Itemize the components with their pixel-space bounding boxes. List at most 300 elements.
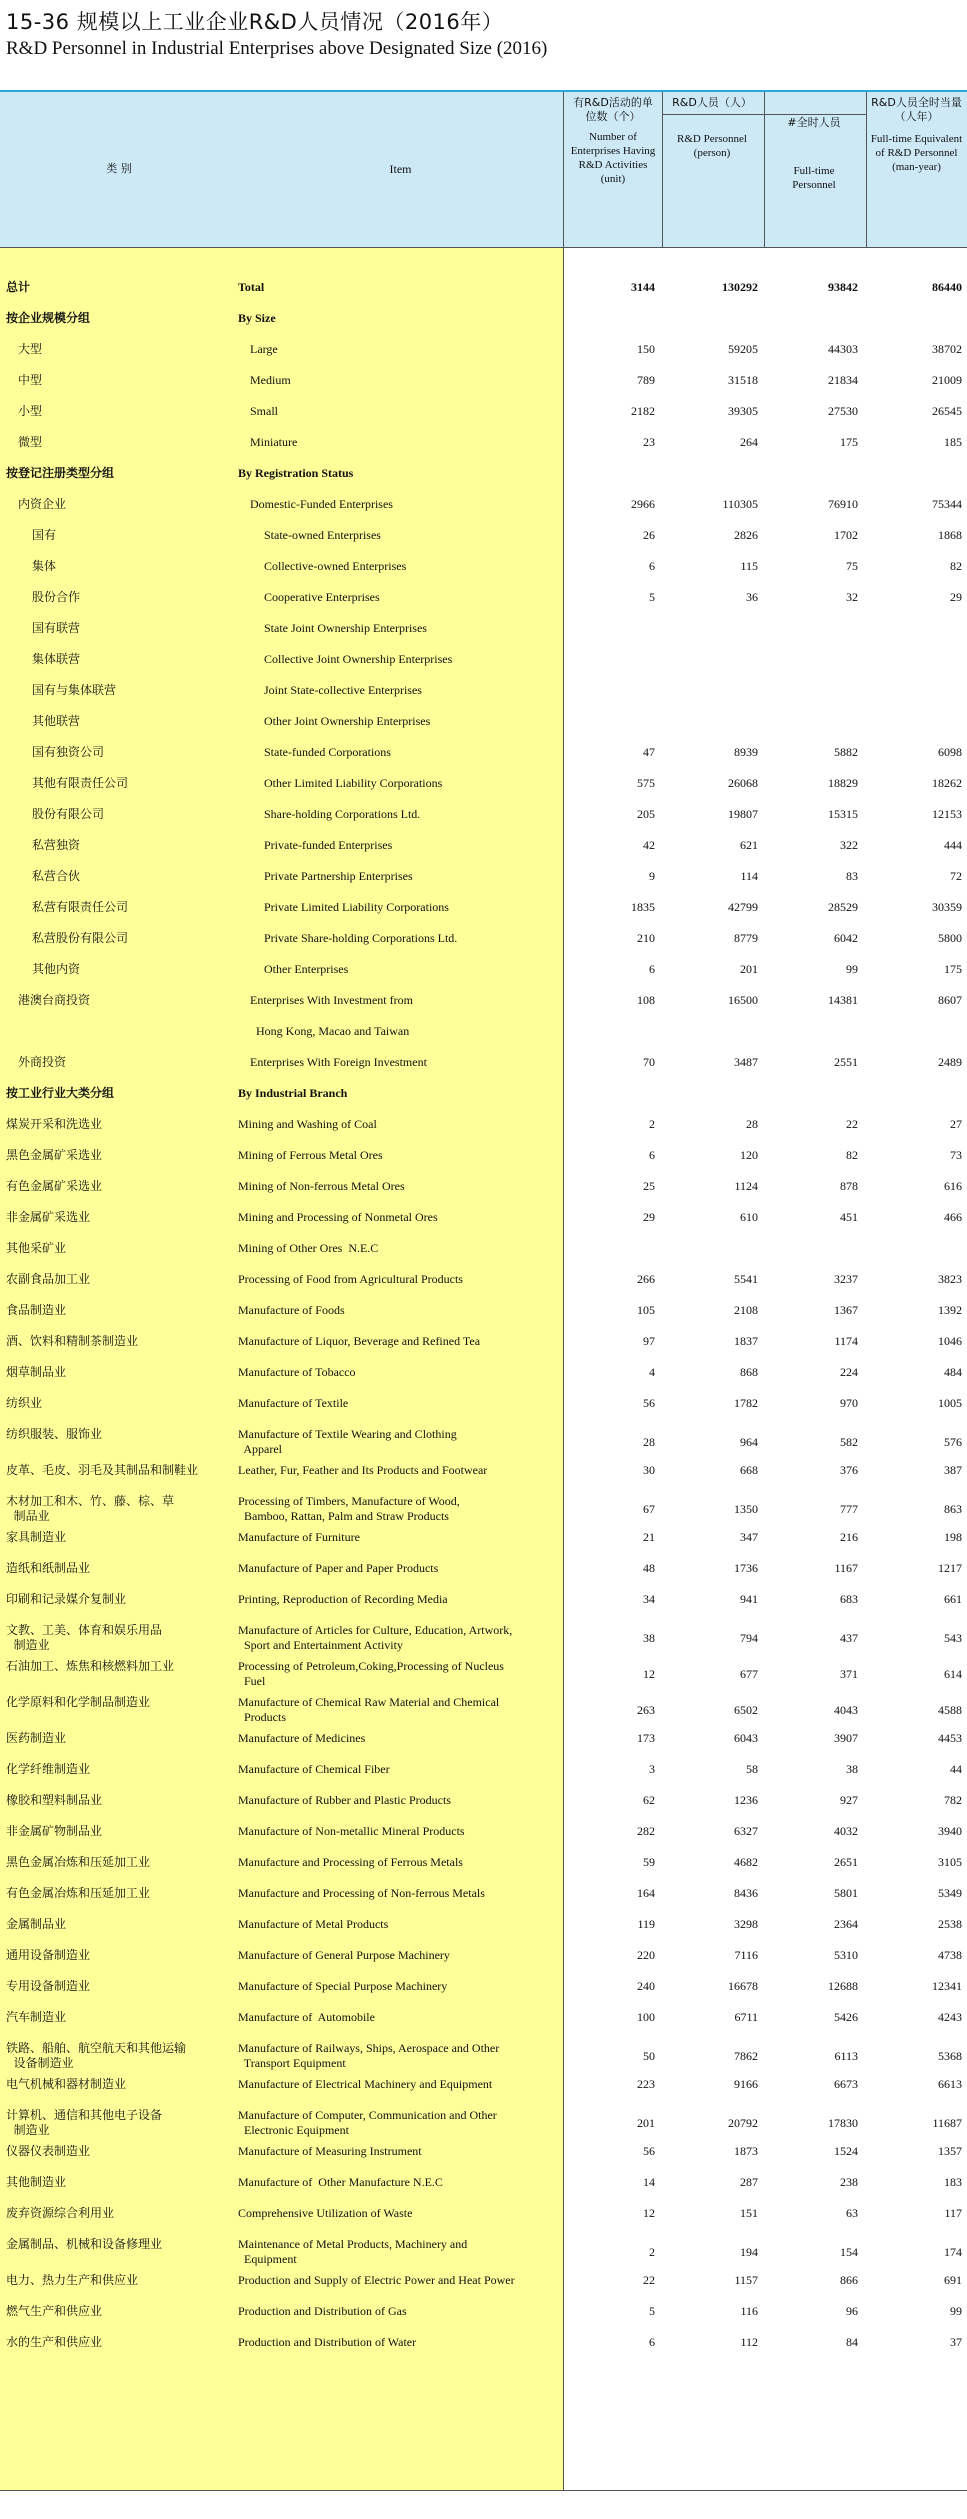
- row-label-en: Enterprises With Foreign Investment: [250, 1055, 427, 1069]
- row-value-col3: 4043: [834, 1703, 858, 1717]
- row-value-col1: 201: [637, 2116, 655, 2130]
- row-value-col3: 6042: [834, 931, 858, 945]
- row-label-cn: 小型: [18, 404, 43, 418]
- row-value-col4: 44: [950, 1762, 962, 1776]
- table-row: [0, 776, 967, 807]
- row-label-cn: 水的生产和供应业: [6, 2335, 103, 2349]
- row-label-en: Manufacture of Medicines: [238, 1731, 366, 1745]
- row-label-en: By Industrial Branch: [238, 1086, 348, 1100]
- row-label-en: Manufacture of Automobile: [238, 2010, 375, 2024]
- table-row: [0, 1824, 967, 1855]
- row-value-col4: 3823: [938, 1272, 962, 1286]
- row-label-en: Hong Kong, Macao and Taiwan: [256, 1024, 410, 1038]
- row-value-col4: 2538: [938, 1917, 962, 1931]
- row-value-col3: 2551: [834, 1055, 858, 1069]
- row-label-cn: 有色金属矿采选业: [6, 1179, 103, 1193]
- row-value-col2: 668: [740, 1463, 758, 1477]
- row-label-en: Manufacture and Processing of Non-ferrous Metals: [238, 1886, 485, 1900]
- table-row: [0, 962, 967, 993]
- row-label-cn: 计算机、通信和其他电子设备 制造业: [6, 2108, 163, 2137]
- row-label-cn: 仪器仪表制造业: [6, 2144, 91, 2158]
- row-value-col1: 26: [643, 528, 655, 542]
- row-value-col3: 4032: [834, 1824, 858, 1838]
- row-label-cn: 农副食品加工业: [6, 1272, 91, 1286]
- row-value-col3: 2651: [834, 1855, 858, 1869]
- row-value-col1: 23: [643, 435, 655, 449]
- table-row: [0, 311, 967, 342]
- row-value-col2: 1157: [734, 2273, 758, 2287]
- table-row: [0, 1210, 967, 1241]
- bottom-rule: [0, 2490, 967, 2491]
- row-value-col1: 48: [643, 1561, 655, 1575]
- row-value-col1: 29: [643, 1210, 655, 1224]
- row-value-col1: 47: [643, 745, 655, 759]
- row-value-col1: 42: [643, 838, 655, 852]
- row-value-col4: 691: [944, 2273, 962, 2287]
- table-row: [0, 1055, 967, 1086]
- row-label-cn: 非金属矿采选业: [6, 1210, 91, 1224]
- row-value-col3: 93842: [828, 280, 858, 294]
- row-value-col1: 173: [637, 1731, 655, 1745]
- row-value-col3: 376: [840, 1463, 858, 1477]
- row-value-col4: 387: [944, 1463, 962, 1477]
- row-label-en: Collective Joint Ownership Enterprises: [264, 652, 453, 666]
- row-value-col2: 6327: [734, 1824, 758, 1838]
- row-value-col3: 1174: [834, 1334, 858, 1348]
- row-label-en: Manufacture of Chemical Raw Material and Chemical Products: [238, 1695, 500, 1724]
- row-value-col4: 185: [944, 435, 962, 449]
- row-label-en: Medium: [250, 373, 291, 387]
- table-row: [0, 373, 967, 404]
- title-block: [0, 0, 967, 90]
- row-value-col4: 1357: [938, 2144, 962, 2158]
- row-value-col4: 4243: [938, 2010, 962, 2024]
- row-value-col4: 4738: [938, 1948, 962, 1962]
- row-value-col2: 7116: [734, 1948, 758, 1962]
- row-label-en: Manufacture of Furniture: [238, 1530, 360, 1544]
- row-value-col2: 2108: [734, 1303, 758, 1317]
- row-value-col1: 1835: [631, 900, 655, 914]
- row-value-col3: 5882: [834, 745, 858, 759]
- row-label-cn: 私营有限责任公司: [32, 900, 129, 914]
- row-label-en: State-owned Enterprises: [264, 528, 381, 542]
- row-label-cn: 纺织服装、服饰业: [6, 1427, 103, 1441]
- row-value-col3: 21834: [828, 373, 858, 387]
- row-label-cn: 文教、工美、体育和娱乐用品 制造业: [6, 1623, 163, 1652]
- row-value-col1: 6: [649, 559, 655, 573]
- row-value-col1: 3: [649, 1762, 655, 1776]
- row-value-col2: 112: [740, 2335, 758, 2349]
- row-label-en: Cooperative Enterprises: [264, 590, 380, 604]
- row-value-col4: 5800: [938, 931, 962, 945]
- row-value-col4: 6613: [938, 2077, 962, 2091]
- row-value-col3: 99: [846, 962, 858, 976]
- row-value-col3: 437: [840, 1631, 858, 1645]
- header-col2: R&D人员（人） R&D Personnel (person): [672, 96, 752, 159]
- row-value-col1: 6: [649, 2335, 655, 2349]
- row-label-en: Processing of Petroleum,Coking,Processing of Nucleus Fuel: [238, 1659, 504, 1688]
- row-value-col3: 1367: [834, 1303, 858, 1317]
- row-value-col4: 5349: [938, 1886, 962, 1900]
- header-category: 类 别: [106, 162, 132, 175]
- table-row: [0, 497, 967, 528]
- row-label-en: Share-holding Corporations Ltd.: [264, 807, 421, 821]
- row-label-cn: 国有与集体联营: [32, 683, 117, 697]
- row-value-col4: 174: [944, 2245, 962, 2259]
- row-value-col1: 575: [637, 776, 655, 790]
- row-value-col1: 150: [637, 342, 655, 356]
- header-col4: R&D人员全时当量（人年） Full-time Equivalent of R&D Personnel (man-year): [870, 96, 963, 173]
- row-label-cn: 中型: [18, 373, 43, 387]
- row-value-col1: 5: [649, 590, 655, 604]
- row-label-en: Leather, Fur, Feather and Its Products and Footwear: [238, 1463, 488, 1477]
- row-value-col3: 154: [840, 2245, 858, 2259]
- row-value-col2: 9166: [734, 2077, 758, 2091]
- row-value-col1: 6: [649, 962, 655, 976]
- row-label-en: State Joint Ownership Enterprises: [264, 621, 427, 635]
- row-value-col3: 582: [840, 1435, 858, 1449]
- row-value-col1: 22: [643, 2273, 655, 2287]
- row-label-cn: 外商投资: [18, 1055, 67, 1069]
- row-value-col3: 777: [840, 1502, 858, 1516]
- row-value-col2: 868: [740, 1365, 758, 1379]
- row-label-en: Private Limited Liability Corporations: [264, 900, 449, 914]
- row-value-col4: 82: [950, 559, 962, 573]
- row-value-col3: 96: [846, 2304, 858, 2318]
- row-value-col4: 12341: [932, 1979, 962, 1993]
- row-value-col1: 240: [637, 1979, 655, 1993]
- table-row: [0, 869, 967, 900]
- table-row: [0, 2175, 967, 2206]
- row-value-col2: 115: [740, 559, 758, 573]
- row-label-cn: 燃气生产和供应业: [6, 2304, 103, 2318]
- row-value-col1: 2966: [631, 497, 655, 511]
- row-label-en: Comprehensive Utilization of Waste: [238, 2206, 413, 2220]
- row-label-en: Manufacture of Rubber and Plastic Products: [238, 1793, 451, 1807]
- row-value-col2: 264: [740, 435, 758, 449]
- table-row: [0, 1086, 967, 1117]
- row-label-cn: 电力、热力生产和供应业: [6, 2273, 139, 2287]
- row-label-cn: 通用设备制造业: [6, 1948, 91, 1962]
- row-label-en: Manufacture of General Purpose Machinery: [238, 1948, 450, 1962]
- row-label-cn: 专用设备制造业: [6, 1979, 91, 1993]
- row-label-cn: 家具制造业: [6, 1530, 67, 1544]
- table-row: [0, 2335, 967, 2366]
- table-row: [0, 1979, 967, 2010]
- row-value-col4: 38702: [932, 342, 962, 356]
- row-value-col3: 22: [846, 1117, 858, 1131]
- table-row: [0, 1855, 967, 1886]
- row-value-col3: 82: [846, 1148, 858, 1162]
- row-label-cn: 其他制造业: [6, 2175, 67, 2189]
- row-label-cn: 食品制造业: [6, 1303, 67, 1317]
- row-value-col4: 30359: [932, 900, 962, 914]
- row-value-col3: 224: [840, 1365, 858, 1379]
- row-value-col3: 17830: [828, 2116, 858, 2130]
- row-label-cn: 烟草制品业: [6, 1365, 67, 1379]
- row-value-col2: 58: [746, 1762, 758, 1776]
- row-value-col3: 18829: [828, 776, 858, 790]
- row-label-cn: 医药制造业: [6, 1731, 67, 1745]
- row-value-col3: 63: [846, 2206, 858, 2220]
- row-value-col2: 26068: [728, 776, 758, 790]
- row-value-col4: 1392: [938, 1303, 962, 1317]
- table-row: [0, 342, 967, 373]
- header-col3: #全时人员 Full-time Personnel: [787, 116, 841, 191]
- row-value-col2: 16678: [728, 1979, 758, 1993]
- rule-header-personnel: [662, 114, 866, 115]
- row-value-col4: 26545: [932, 404, 962, 418]
- table-row: [0, 528, 967, 559]
- table-row: [0, 1427, 967, 1463]
- row-value-col1: 2: [649, 2245, 655, 2259]
- table-row: [0, 652, 967, 683]
- row-value-col4: 1005: [938, 1396, 962, 1410]
- row-label-en: Collective-owned Enterprises: [264, 559, 407, 573]
- row-value-col1: 59: [643, 1855, 655, 1869]
- table-row: [0, 993, 967, 1024]
- table-row: [0, 931, 967, 962]
- row-value-col4: 75344: [932, 497, 962, 511]
- row-label-cn: 股份合作: [32, 590, 81, 604]
- table-row: [0, 807, 967, 838]
- table-row: [0, 1494, 967, 1530]
- row-value-col4: 614: [944, 1667, 962, 1681]
- row-value-col3: 371: [840, 1667, 858, 1681]
- row-value-col3: 878: [840, 1179, 858, 1193]
- row-value-col2: 42799: [728, 900, 758, 914]
- row-value-col2: 621: [740, 838, 758, 852]
- row-label-cn: 酒、饮料和精制茶制造业: [6, 1334, 139, 1348]
- row-value-col1: 62: [643, 1793, 655, 1807]
- row-value-col2: 941: [740, 1592, 758, 1606]
- row-value-col3: 15315: [828, 807, 858, 821]
- row-value-col4: 576: [944, 1435, 962, 1449]
- row-label-cn: 印刷和记录媒介复制业: [6, 1592, 127, 1606]
- row-label-en: Maintenance of Metal Products, Machinery and Equipment: [238, 2237, 468, 2266]
- row-label-cn: 废弃资源综合利用业: [6, 2206, 115, 2220]
- row-label-en: Private Share-holding Corporations Ltd.: [264, 931, 458, 945]
- row-label-en: Manufacture of Electrical Machinery and Equipment: [238, 2077, 493, 2091]
- table-row: [0, 1303, 967, 1334]
- row-value-col1: 28: [643, 1435, 655, 1449]
- table-row: [0, 1179, 967, 1210]
- row-value-col4: 27: [950, 1117, 962, 1131]
- row-value-col2: 964: [740, 1435, 758, 1449]
- header-col1: 有R&D活动的单位数（个） Number of Enterprises Having R&D Activities (unit): [570, 96, 656, 185]
- row-label-cn: 国有独资公司: [32, 745, 105, 759]
- row-value-col2: 116: [740, 2304, 758, 2318]
- row-label-cn: 集体: [32, 559, 57, 573]
- row-label-en: Manufacture of Measuring Instrument: [238, 2144, 422, 2158]
- row-label-cn: 集体联营: [32, 652, 81, 666]
- row-label-cn: 按登记注册类型分组: [6, 466, 115, 480]
- row-label-cn: 化学纤维制造业: [6, 1762, 91, 1776]
- row-label-en: Production and Distribution of Water: [238, 2335, 417, 2349]
- row-value-col1: 67: [643, 1502, 655, 1516]
- row-value-col2: 7862: [734, 2049, 758, 2063]
- table-row: [0, 1948, 967, 1979]
- row-label-en: Manufacture of Metal Products: [238, 1917, 389, 1931]
- row-value-col2: 36: [746, 590, 758, 604]
- table-row: [0, 1592, 967, 1623]
- row-value-col1: 56: [643, 2144, 655, 2158]
- row-value-col2: 16500: [728, 993, 758, 1007]
- row-label-en: Manufacture of Textile: [238, 1396, 349, 1410]
- row-value-col3: 28529: [828, 900, 858, 914]
- row-value-col4: 183: [944, 2175, 962, 2189]
- table-row: [0, 466, 967, 497]
- row-value-col4: 863: [944, 1502, 962, 1516]
- row-value-col4: 5368: [938, 2049, 962, 2063]
- row-value-col2: 130292: [722, 280, 758, 294]
- row-value-col2: 114: [740, 869, 758, 883]
- table-row: [0, 1886, 967, 1917]
- table-row: [0, 1241, 967, 1272]
- row-label-en: Manufacture of Non-metallic Mineral Products: [238, 1824, 465, 1838]
- row-value-col2: 28: [746, 1117, 758, 1131]
- row-value-col4: 99: [950, 2304, 962, 2318]
- row-label-en: Total: [238, 280, 265, 294]
- row-value-col2: 1873: [734, 2144, 758, 2158]
- page-title-cn: 15-36 规模以上工业企业R&D人员情况（2016年）: [6, 10, 504, 34]
- row-value-col3: 322: [840, 838, 858, 852]
- row-value-col2: 1124: [734, 1179, 758, 1193]
- row-label-en: Mining of Non-ferrous Metal Ores: [238, 1179, 405, 1193]
- row-label-en: Production and Supply of Electric Power and Heat Power: [238, 2273, 515, 2287]
- row-value-col1: 14: [643, 2175, 655, 2189]
- table-row: [0, 1024, 967, 1055]
- divider-header-3: [866, 92, 867, 247]
- row-value-col4: 782: [944, 1793, 962, 1807]
- row-value-col2: 1782: [734, 1396, 758, 1410]
- table-row: [0, 1695, 967, 1731]
- row-value-col2: 794: [740, 1631, 758, 1645]
- row-label-cn: 有色金属冶炼和压延加工业: [6, 1886, 151, 1900]
- row-value-col2: 19807: [728, 807, 758, 821]
- row-label-en: Enterprises With Investment from: [250, 993, 413, 1007]
- row-label-cn: 其他联营: [32, 714, 81, 728]
- row-value-col3: 76910: [828, 497, 858, 511]
- row-value-col4: 72: [950, 869, 962, 883]
- row-value-col4: 4453: [938, 1731, 962, 1745]
- table-row: [0, 683, 967, 714]
- row-label-cn: 黑色金属冶炼和压延加工业: [6, 1855, 151, 1869]
- table-row: [0, 2237, 967, 2273]
- row-label-en: Private-funded Enterprises: [264, 838, 393, 852]
- row-value-col3: 27530: [828, 404, 858, 418]
- row-label-cn: 石油加工、炼焦和核燃料加工业: [6, 1659, 175, 1673]
- row-value-col3: 12688: [828, 1979, 858, 1993]
- row-value-col3: 970: [840, 1396, 858, 1410]
- row-label-cn: 化学原料和化学制品制造业: [6, 1695, 151, 1709]
- row-value-col3: 38: [846, 1762, 858, 1776]
- row-value-col4: 444: [944, 838, 962, 852]
- row-label-cn: 汽车制造业: [6, 2010, 67, 2024]
- row-value-col3: 3907: [834, 1731, 858, 1745]
- row-value-col1: 25: [643, 1179, 655, 1193]
- row-value-col2: 6043: [734, 1731, 758, 1745]
- row-label-cn: 其他有限责任公司: [32, 776, 129, 790]
- row-value-col3: 5801: [834, 1886, 858, 1900]
- row-value-col3: 14381: [828, 993, 858, 1007]
- row-value-col1: 3144: [631, 280, 655, 294]
- row-value-col1: 282: [637, 1824, 655, 1838]
- row-value-col4: 4588: [938, 1703, 962, 1717]
- row-value-col4: 1868: [938, 528, 962, 542]
- row-value-col2: 3298: [734, 1917, 758, 1931]
- row-value-col4: 117: [944, 2206, 962, 2220]
- row-value-col2: 6711: [734, 2010, 758, 2024]
- row-value-col2: 3487: [734, 1055, 758, 1069]
- table-row: [0, 404, 967, 435]
- row-label-cn: 皮革、毛皮、羽毛及其制品和制鞋业: [6, 1463, 199, 1477]
- row-label-cn: 股份有限公司: [32, 807, 105, 821]
- row-value-col3: 866: [840, 2273, 858, 2287]
- row-label-en: Manufacture of Foods: [238, 1303, 345, 1317]
- row-label-cn: 内资企业: [18, 497, 67, 511]
- row-label-en: Other Enterprises: [264, 962, 349, 976]
- row-label-en: Production and Distribution of Gas: [238, 2304, 407, 2318]
- row-value-col3: 83: [846, 869, 858, 883]
- row-label-cn: 按企业规模分组: [6, 311, 91, 325]
- table-row: [0, 714, 967, 745]
- row-value-col2: 1350: [734, 1502, 758, 1516]
- row-label-cn: 港澳台商投资: [18, 993, 91, 1007]
- row-value-col2: 59205: [728, 342, 758, 356]
- row-label-en: Manufacture of Chemical Fiber: [238, 1762, 390, 1776]
- divider-header-2: [764, 92, 765, 247]
- table-row: [0, 2304, 967, 2335]
- row-label-en: Other Limited Liability Corporations: [264, 776, 443, 790]
- row-value-col4: 11687: [932, 2116, 962, 2130]
- row-value-col4: 37: [950, 2335, 962, 2349]
- row-label-en: Manufacture of Articles for Culture, Education, Artwork, Sport and Entertainment Activity: [238, 1623, 513, 1652]
- table-row: [0, 745, 967, 776]
- row-label-en: By Size: [238, 311, 276, 325]
- row-label-cn: 造纸和纸制品业: [6, 1561, 91, 1575]
- table-row: [0, 1117, 967, 1148]
- row-label-cn: 金属制品业: [6, 1917, 67, 1931]
- row-value-col4: 73: [950, 1148, 962, 1162]
- row-value-col1: 6: [649, 1148, 655, 1162]
- row-label-cn: 其他采矿业: [6, 1241, 67, 1255]
- row-value-col2: 8779: [734, 931, 758, 945]
- row-value-col3: 44303: [828, 342, 858, 356]
- table-row: [0, 838, 967, 869]
- row-value-col1: 105: [637, 1303, 655, 1317]
- row-value-col3: 2364: [834, 1917, 858, 1931]
- row-value-col1: 789: [637, 373, 655, 387]
- table-row: [0, 900, 967, 931]
- row-value-col4: 1217: [938, 1561, 962, 1575]
- row-value-col2: 194: [740, 2245, 758, 2259]
- table-row: [0, 1365, 967, 1396]
- row-label-en: State-funded Corporations: [264, 745, 391, 759]
- row-label-cn: 私营合伙: [32, 869, 81, 883]
- row-value-col3: 6113: [834, 2049, 858, 2063]
- row-label-en: Mining of Ferrous Metal Ores: [238, 1148, 383, 1162]
- row-value-col1: 2: [649, 1117, 655, 1131]
- row-value-col1: 70: [643, 1055, 655, 1069]
- row-value-col4: 21009: [932, 373, 962, 387]
- table-row: [0, 1148, 967, 1179]
- row-label-cn: 大型: [18, 342, 43, 356]
- row-label-cn: 电气机械和器材制造业: [6, 2077, 127, 2091]
- row-label-cn: 国有: [32, 528, 57, 542]
- row-value-col4: 3940: [938, 1824, 962, 1838]
- row-value-col2: 5541: [734, 1272, 758, 1286]
